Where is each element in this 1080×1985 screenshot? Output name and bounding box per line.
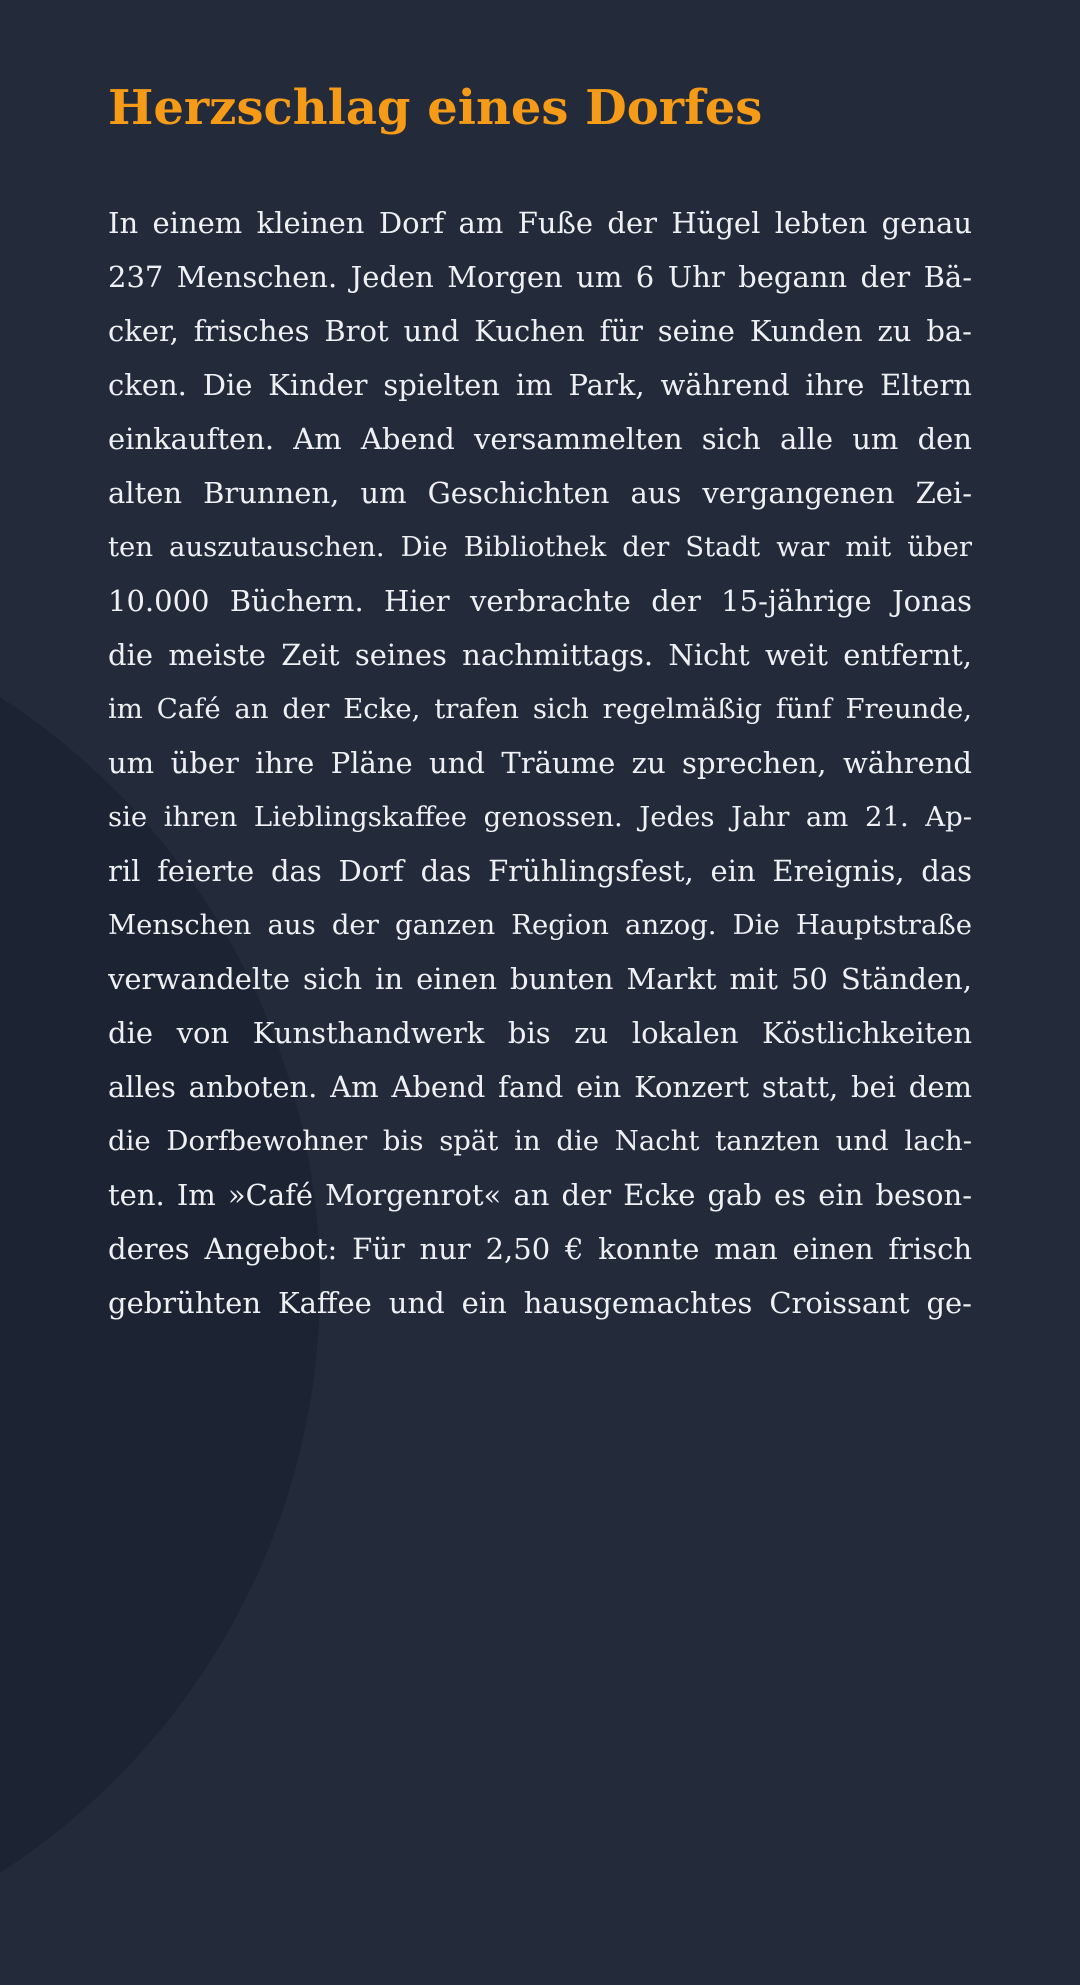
text-line: alten Brunnen, um Geschichten aus vergangenen Zei-: [108, 476, 972, 510]
text-line: cker, frisches Brot und Kuchen für seine Kunden zu ba-: [108, 314, 972, 348]
text-line: ril feierte das Dorf das Frühlingsfest, ein Ereignis, das: [108, 854, 972, 888]
text-line: In einem kleinen Dorf am Fuße der Hügel lebten genau: [108, 206, 972, 240]
text-line: im Café an der Ecke, trafen sich regelmäßig fünf Freunde,: [108, 693, 972, 725]
text-line: sie ihren Lieblingskaffee genossen. Jedes Jahr am 21. Ap-: [108, 801, 972, 833]
text-line: cken. Die Kinder spielten im Park, während ihre Eltern: [108, 368, 972, 402]
text-line: einkauften. Am Abend versammelten sich alle um den: [108, 422, 972, 456]
story-paragraph: [108, 196, 972, 1330]
page-content: [108, 0, 972, 1440]
text-line: Menschen aus der ganzen Region anzog. Die Hauptstraße: [108, 909, 972, 941]
text-line: gebrühten Kaffee und ein hausgemachtes Croissant ge-: [108, 1286, 972, 1320]
text-line: die von Kunsthandwerk bis zu lokalen Köstlichkeiten: [108, 1016, 972, 1050]
text-line: 10.000 Büchern. Hier verbrachte der 15-jährige Jonas: [108, 584, 972, 618]
page-title: Herzschlag eines Dorfes: [108, 80, 763, 136]
text-line: 237 Menschen. Jeden Morgen um 6 Uhr begann der Bä-: [108, 260, 972, 294]
text-line: alles anboten. Am Abend fand ein Konzert statt, bei dem: [108, 1070, 972, 1104]
text-line: ten. Im »Café Morgenrot« an der Ecke gab es ein beson-: [108, 1178, 972, 1212]
text-line: ten auszutauschen. Die Bibliothek der Stadt war mit über: [108, 531, 972, 563]
text-line: deres Angebot: Für nur 2,50 € konnte man einen frisch: [108, 1232, 972, 1266]
text-line: die meiste Zeit seines nachmittags. Nicht weit entfernt,: [108, 638, 972, 672]
text-line: verwandelte sich in einen bunten Markt mit 50 Ständen,: [108, 962, 972, 996]
text-line: um über ihre Pläne und Träume zu sprechen, während: [108, 746, 972, 780]
text-line: die Dorfbewohner bis spät in die Nacht tanzten und lach-: [108, 1125, 972, 1157]
